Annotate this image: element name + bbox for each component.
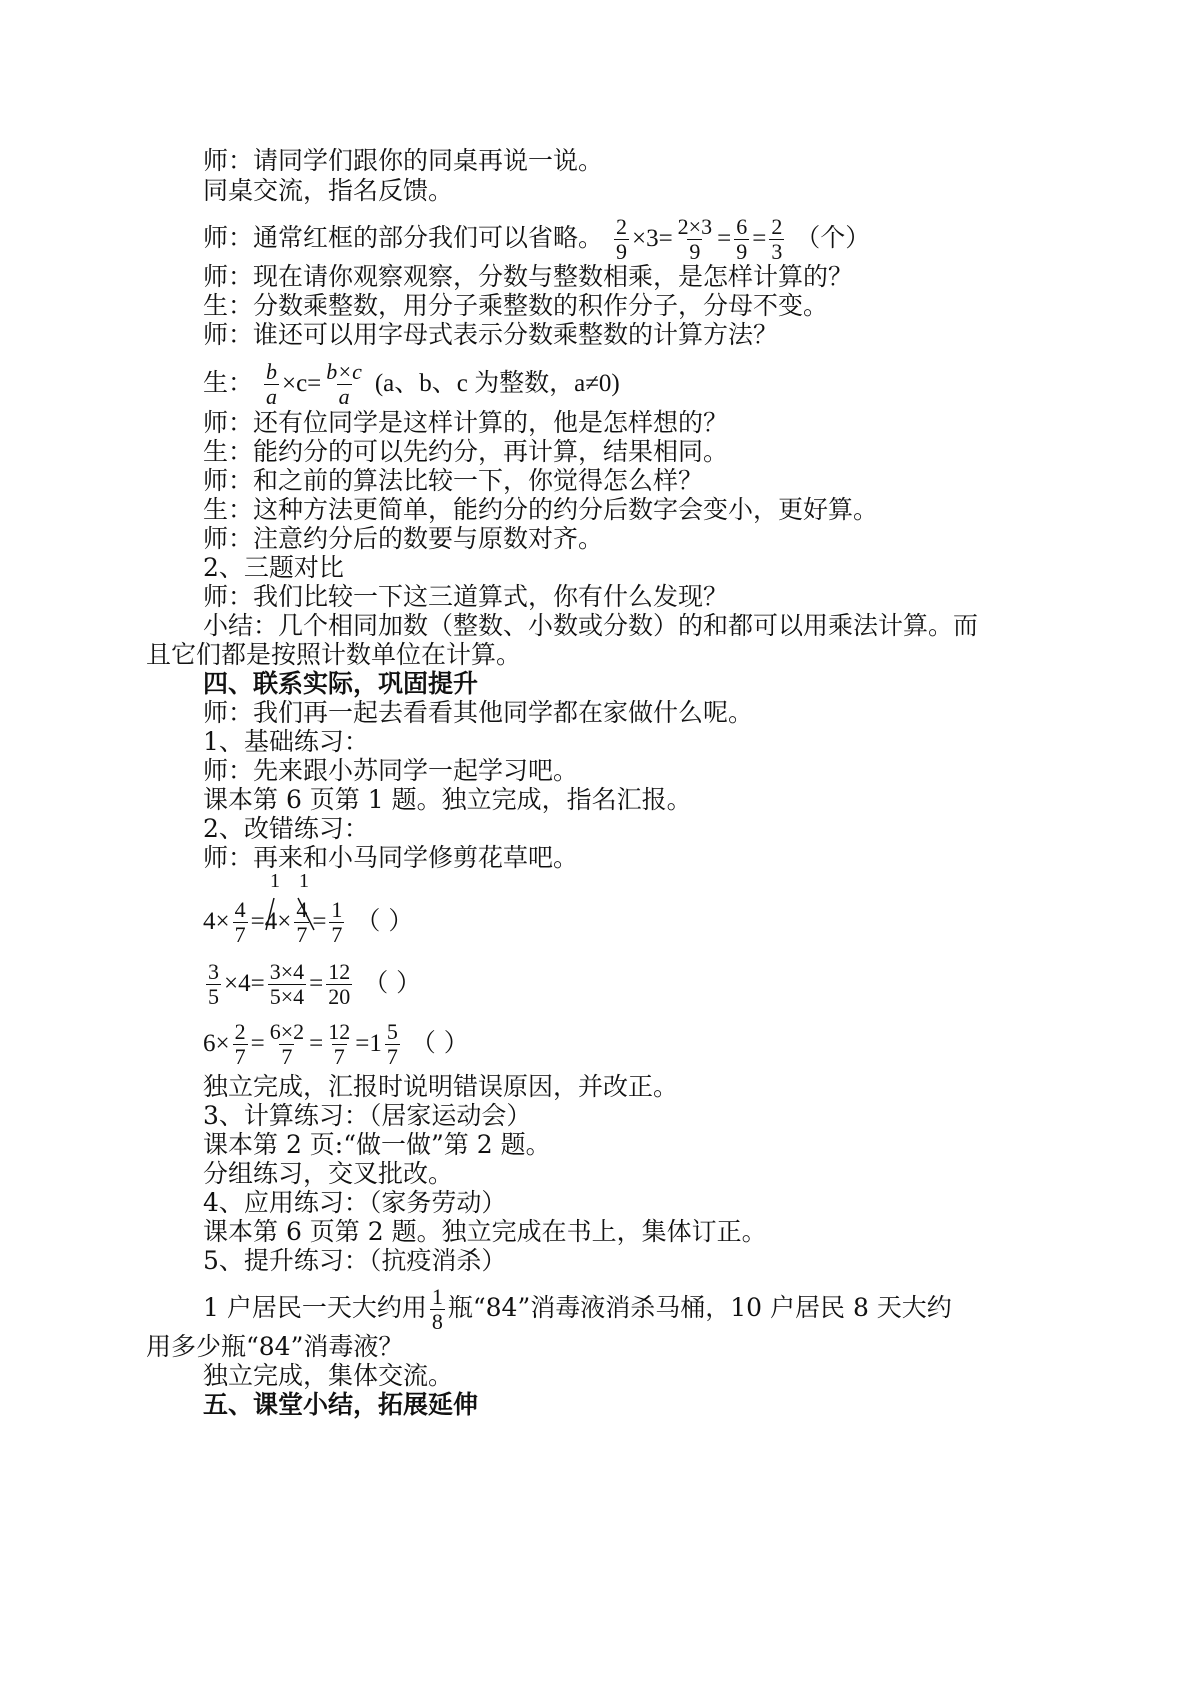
text-line: 师：现在请你观察观察，分数与整数相乘，是怎样计算的？ <box>203 262 854 291</box>
answer-parentheses: （ ） <box>410 1028 469 1057</box>
text-line: 小结：几个相同加数（整数、小数或分数）的和都可以用乘法计算。而 <box>203 611 979 640</box>
cancel-mark: 1 <box>270 870 280 892</box>
fraction: $\frac{12}{7}$ <box>328 1019 351 1069</box>
cancel-mark: 1 <box>299 870 309 892</box>
text-line: 2、改错练习： <box>203 814 369 843</box>
text-span: (a、b、c 为整数，a≠0) <box>374 370 620 397</box>
fraction: $\frac{6\times 2}{7}$ <box>269 1019 305 1069</box>
text-line: 课本第 6 页第 2 题。独立完成在书上，集体订正。 <box>203 1217 767 1246</box>
fraction: $\frac{12}{20}$ <box>328 959 351 1009</box>
text-line: 且它们都是按照计数单位在计算。 <box>146 640 522 669</box>
text-span: 1 户居民一天大约用 <box>203 1293 427 1322</box>
math-text: =4× <box>250 908 292 935</box>
fraction: $\frac{2\times 3}{9}$ <box>677 214 713 264</box>
equation-line: 4× $\frac{4}{7}$ =4× $\frac{4}{7}$ = $\frac{1}{7}$ （ ） <box>203 897 414 947</box>
text-line: 师：先来跟小苏同学一起学习吧。 <box>203 756 579 785</box>
fraction: $\frac{6}{9}$ <box>736 214 748 264</box>
equation-line <box>203 1285 952 1334</box>
fraction: $\frac{1}{8}$ <box>431 1284 443 1334</box>
text-line: 独立完成，集体交流。 <box>203 1361 454 1390</box>
equation-line: 6× $\frac{2}{7}$ = $\frac{6\times 2}{7}$ = $\frac{12}{7}$ =1 $\frac{5}{7}$ （ ） <box>203 1019 469 1069</box>
fraction: $\frac{3}{5}$ <box>208 959 219 1009</box>
math-text: 6× <box>203 1030 230 1057</box>
text-line: 师：谁还可以用字母式表示分数乘整数的计算方法？ <box>203 320 779 349</box>
answer-parentheses: （ ） <box>363 968 422 997</box>
fraction: $\frac{1}{7}$ <box>331 897 343 947</box>
equation-line <box>203 360 620 409</box>
fraction: $\frac{b}{a}$ <box>265 359 277 409</box>
text-line: 3、计算练习：（居家运动会） <box>203 1101 532 1130</box>
text-line: 师：我们再一起去看看其他同学都在家做什么呢。 <box>203 698 754 727</box>
text-line: 生：能约分的可以先约分，再计算，结果相同。 <box>203 437 729 466</box>
text-line: 生：分数乘整数，用分子乘整数的积作分子，分母不变。 <box>203 291 829 320</box>
text-line: 1、基础练习： <box>203 727 369 756</box>
text-line: 生：这种方法更简单，能约分的约分后数字会变小，更好算。 <box>203 495 879 524</box>
text-line: 独立完成，汇报时说明错误原因，并改正。 <box>203 1072 679 1101</box>
math-text: ×c= <box>281 370 322 397</box>
text-line: 分组练习，交叉批改。 <box>203 1159 454 1188</box>
text-span: 生： <box>203 368 254 397</box>
fraction: $\frac{3\times 4}{5\times 4}$ <box>269 959 305 1009</box>
math-text: 4× <box>203 908 230 935</box>
text-line: 课本第 6 页第 1 题。独立完成，指名汇报。 <box>203 785 692 814</box>
text-line: 用多少瓶“84”消毒液？ <box>146 1332 404 1361</box>
fraction: $\frac{4}{7}$ <box>296 897 308 947</box>
cancel-strokes <box>260 896 320 936</box>
equation-line: 师：通常红框的部分我们可以省略。 $\frac{2}{9}$ ×3= $\frac{2\times 3}{9}$ = $\frac{6}{9}$ = $\frac{2}{3}$ （个） <box>203 214 871 264</box>
fraction: $\frac{4}{7}$ <box>234 897 246 947</box>
text-line: 师：和之前的算法比较一下，你觉得怎么样？ <box>203 466 704 495</box>
section-heading: 五、课堂小结，拓展延伸 <box>203 1390 479 1419</box>
section-heading: 四、联系实际，巩固提升 <box>203 669 479 698</box>
text-line: 师：再来和小马同学修剪花草吧。 <box>203 843 579 872</box>
text-line: 5、提升练习：（抗疫消杀） <box>203 1246 507 1275</box>
math-text: ×4= <box>224 970 265 997</box>
text-line: 4、应用练习：（家务劳动） <box>203 1188 507 1217</box>
text-line: 师：请同学们跟你的同桌再说一说。 <box>203 146 604 175</box>
text-line: 课本第 2 页:“做一做”第 2 题。 <box>203 1130 551 1159</box>
text-line: 师：还有位同学是这样计算的，他是怎样想的？ <box>203 408 729 437</box>
answer-parentheses: （ ） <box>355 906 414 935</box>
text-line: 同桌交流，指名反馈。 <box>203 176 454 205</box>
text-span: （个） <box>795 223 871 252</box>
text-line: 2、三题对比 <box>203 553 344 582</box>
math-text: ×3= <box>631 225 673 252</box>
text-span: 师：通常红框的部分我们可以省略。 <box>203 223 604 252</box>
text-span: 瓶“84”消毒液消杀马桶，10 户居民 8 天大约 <box>447 1293 952 1322</box>
text-line: 师：我们比较一下这三道算式，你有什么发现？ <box>203 582 729 611</box>
text-line: 师：注意约分后的数要与原数对齐。 <box>203 524 604 553</box>
fraction: $\frac{2}{3}$ <box>771 214 783 264</box>
math-text: =1 <box>355 1030 382 1057</box>
fraction: $\frac{2}{9}$ <box>615 214 627 264</box>
fraction: $\frac{5}{7}$ <box>386 1019 398 1069</box>
fraction: $\frac{2}{7}$ <box>234 1019 246 1069</box>
equation-line: $\frac{3}{5}$ ×4= $\frac{3\times 4}{5\times 4}$ = $\frac{12}{20}$ （ ） <box>208 959 422 1009</box>
fraction: $\frac{b\times c}{a}$ <box>326 359 362 409</box>
